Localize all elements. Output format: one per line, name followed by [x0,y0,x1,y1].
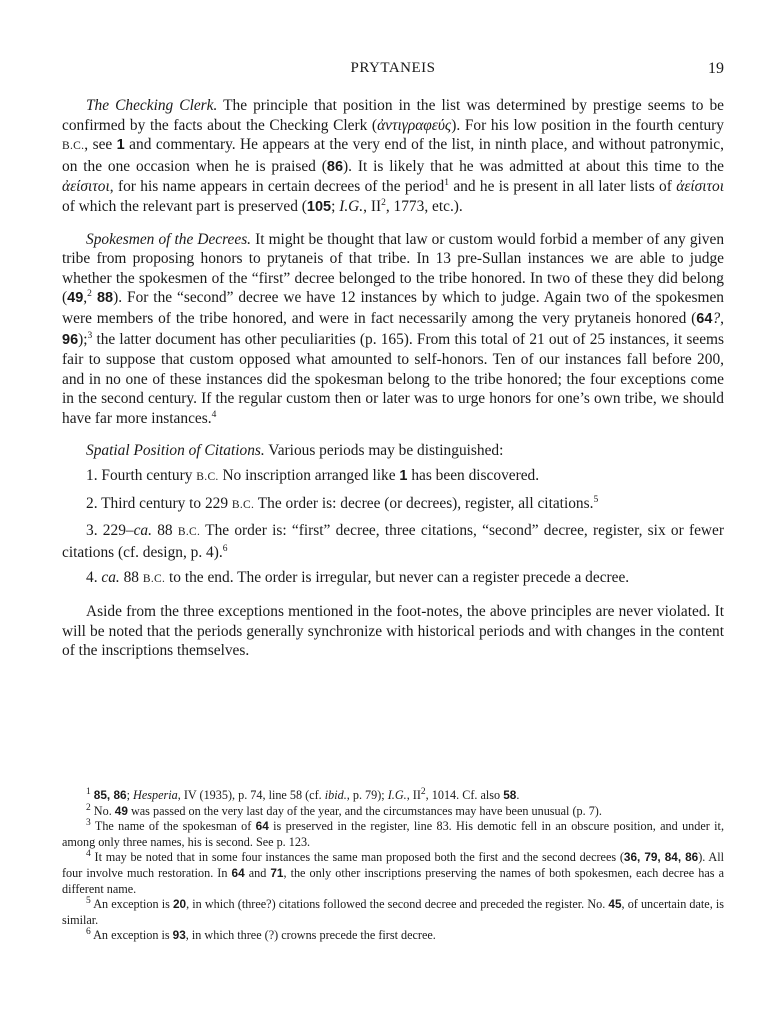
footnote-number: 1 [86,786,91,797]
text-run: . [516,788,520,802]
text-run: 4. [86,569,102,587]
inscription-ref: 20 [172,897,187,912]
section-heading: Spokesmen of the Decrees. [86,230,252,248]
paragraph-spokesmen [62,230,724,429]
text-run: and he is present in all later lists of [448,178,677,196]
paragraph-closing: Aside from the three exceptions mentioned in the foot-notes, the above principles are never violated. It will be noted that the periods generally synchronize with historical periods and with changes in the content of the inscriptions themselves. [62,603,724,660]
paragraph-checking-clerk [62,96,724,218]
inscription-ref: 45 [608,897,622,912]
circa: ca. [101,569,120,587]
text-run: 1. Fourth century [86,467,197,485]
superscript: 2 [420,786,426,797]
text-run: Various periods may be distinguished: [264,441,504,459]
text-run: No inscription arranged like [218,467,400,485]
text-run: 88 [119,569,143,587]
footnote-marker: 1 [444,178,449,189]
footnote-3 [62,819,724,850]
text-run: The order is: decree (or decrees), register, all citations. [254,494,594,512]
footnote-2 [62,804,724,820]
inscription-ref: 1 [399,468,408,485]
text-run: , II [406,788,421,802]
journal-title: Hesperia [133,788,178,802]
text-run: , 1014. Cf. also [425,788,504,802]
inscription-ref: 49 [67,290,84,307]
section-heading: The Checking Clerk. [86,97,218,114]
text-run: , [720,309,724,327]
ibid: ibid. [324,788,347,802]
footnote-number: 2 [86,802,91,813]
text-run: to the end. The order is irregular, but never can a register precede a decree. [165,569,630,587]
text-run: has been discovered. [407,467,540,485]
text-run: was passed on the very last day of the year, and the circumstances may have been unusual (p. 7). [127,803,602,818]
inscription-ref: 1 [116,137,125,154]
list-item-1 [62,466,724,488]
footnote-number: 3 [86,818,91,829]
text-run: 3. 229– [86,522,134,540]
text-run: ); [78,330,88,348]
inscription-ref: 96 [62,331,79,348]
greek-term: ἀντιγραφεύς [377,116,452,134]
query-mark: ? [712,309,721,327]
circa: ca. [133,522,152,540]
page-number: 19 [708,60,724,77]
inscription-ref: 64 [696,310,713,327]
text-run: of which the relevant part is preserved ( [62,197,307,215]
footnote-marker: 5 [593,494,599,505]
inscription-ref: 58 [503,788,517,802]
text-run: An exception is [93,897,173,912]
inscription-ref: 64 [231,865,245,880]
footnote-number: 4 [86,849,91,860]
text-run: ). It is likely that he was admitted at about this time to the [343,157,724,175]
text-run: 88 [151,522,178,540]
era-abbrev: B.C. [62,140,85,153]
footnote-marker: 6 [222,543,228,554]
inscription-ref: 85, 86 [93,788,127,802]
main-text [62,96,724,661]
footnote-6 [62,928,724,944]
section-heading: Spatial Position of Citations. [86,441,265,459]
text-run: , IV (1935), p. 74, line 58 (cf. [177,788,325,802]
greek-term: ἀείσιτοι [676,178,724,196]
text-run: 2. Third century to 229 [86,494,232,512]
citation-abbrev: I.G. [339,197,364,215]
list-item-2 [62,494,724,516]
text-run: It may be noted that in some four instances the same man proposed both the first and the second decrees ( [94,850,624,865]
text-run: , in which (three?) citations followed the second decree and preceded the register. No. [186,897,609,912]
text-run: , of uncertain date, is similar. [62,897,725,927]
text-run: ). For the “second” decree we have 12 instances by which to judge. Again two of the spokesmen were members of the tribe honored, and were in fact necessarily among the very prytaneis honored ( [62,289,724,327]
footnote-5 [62,897,724,928]
text-run: The principle that position in the list was determined by prestige seems to be confirmed by the facts about the Checking Clerk ( [62,97,724,134]
text-run: , in which three (?) crowns precede the first decree. [185,928,436,943]
text-run: and commentary. He appears at the very end of the list, in ninth place, and without patronymic, on the one occasion when he is praised ( [62,136,724,175]
list-item-4 [62,568,724,590]
footnote-number: 6 [86,927,91,938]
era-abbrev: B.C. [231,498,255,511]
text-run: , [83,289,88,307]
footnote-marker: 3 [87,330,93,341]
text-run: ; [331,197,340,215]
inscription-ref: 49 [114,803,128,818]
text-run: ). All four involve much restoration. In [62,850,725,880]
text-run: , p. 79); [346,788,388,802]
greek-term: ἀείσιτοι [62,178,110,196]
text-run: , 1773, etc.). [385,197,463,215]
inscription-ref: 86 [326,158,344,175]
text-run: ). For his low position in the fourth century [451,116,724,134]
footnote-marker: 2 [87,289,92,300]
paragraph-spatial-position [62,441,724,461]
inscription-ref: 93 [172,928,186,943]
inscription-ref: 64 [255,819,269,834]
text-run: , see [84,136,117,154]
text-run: ; [126,788,134,802]
text-run: No. [93,803,115,818]
text-run: It might be thought that law or custom would forbid a member of any given tribe from proposing honors to prytaneis of that tribe. In 13 pre-Sullan instances we are able to judge whether the spokesmen of the “first” decree belonged to the tribe honored. In two of these they did belong ( [62,230,725,307]
era-abbrev: B.C. [177,526,201,539]
citation-abbrev: I.G. [387,788,407,802]
text-run: the latter document has other peculiarities (p. 165). From this total of 21 out of 25 instances, it seems fair to suppose that custom opposed what amounted to self-honors. Ten of our instances fall before 200, and in no one of these instances did the spokesman belong to the tribe honored; the four exceptions come in the second century. If the regular custom then or later was to urge honors for one’s own tribe, we should have far more instances. [62,330,724,427]
text-run: The name of the spokesman of [94,819,256,834]
text-run: The order is: “first” decree, three citations, “second” decree, register, six or fewer citations (cf. design, p. 4). [62,522,725,561]
running-title: PRYTANEIS [350,60,436,76]
footnote-marker: 4 [211,409,217,420]
text-run: An exception is [93,928,173,943]
footnotes [62,788,724,944]
superscript: 2 [381,197,386,208]
inscription-ref: 88 [91,290,114,307]
footnote-number: 5 [86,896,91,907]
inscription-ref: 36, 79, 84, 86 [623,850,699,865]
era-abbrev: B.C. [142,573,166,586]
text-run: , for his name appears in certain decrees of the period [109,178,445,196]
text-run: is preserved in the register, line 83. His demotic fell in an obscure position, and under it, among only three names, his is second. See p. 123. [62,819,724,849]
text-run: , the only other inscriptions preserving the names of both spokesmen, each decree has a different name. [62,865,724,896]
inscription-ref: 105 [306,198,332,215]
text-run: , II [363,197,382,215]
text-run: and [244,865,271,880]
inscription-ref: 71 [270,865,284,880]
footnote-1 [62,788,724,804]
list-item-3 [62,521,724,562]
era-abbrev: B.C. [196,471,219,484]
footnote-4 [62,850,724,897]
